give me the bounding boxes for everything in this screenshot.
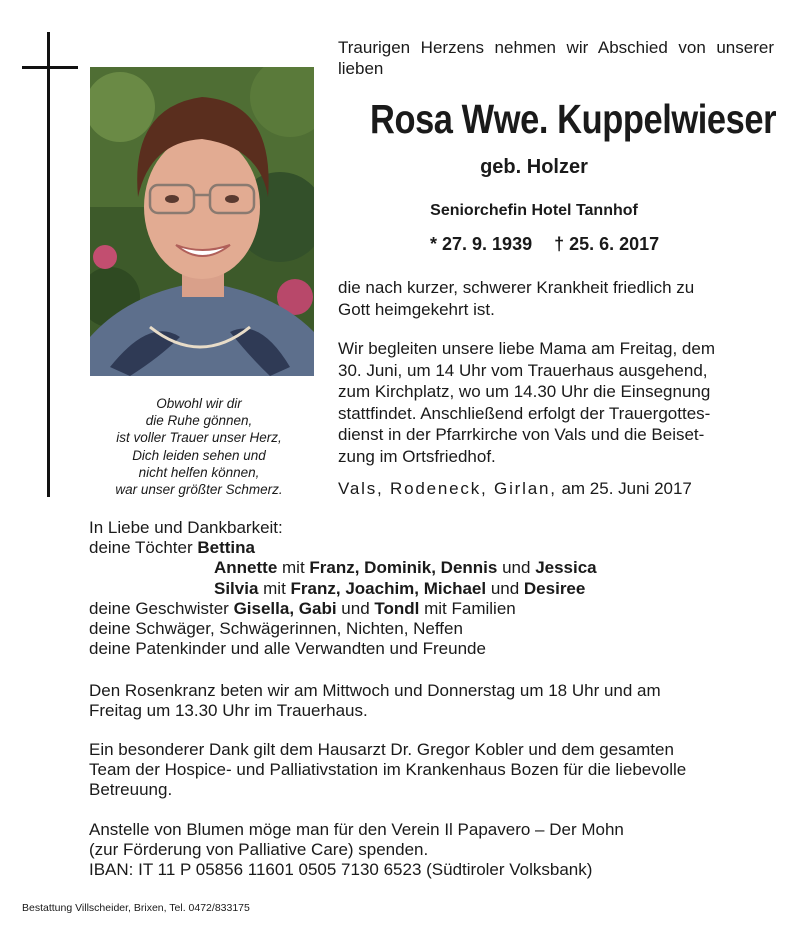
donation-note — [89, 820, 624, 881]
daughter-name: Silvia — [214, 578, 259, 598]
death-date: † 25. 6. 2017 — [554, 234, 660, 254]
deceased-name: Rosa Wwe. Kuppelwieser — [370, 96, 777, 142]
poem-line: ist voller Trauer unser Herz, — [116, 430, 282, 446]
siblings-prefix: deine Geschwister — [89, 598, 234, 618]
intro-text: Traurigen Herzens nehmen wir Abschied von unserer lieben — [338, 38, 774, 78]
birth-date: * 27. 9. 1939 — [430, 234, 533, 254]
daughter-name: Annette — [214, 558, 278, 578]
poem-line: Obwohl wir dir — [156, 396, 242, 411]
text-line: Den Rosenkranz beten wir am Mittwoch und Donnerstag um 18 Uhr und am — [89, 681, 661, 700]
text-line: Ein besonderer Dank gilt dem Hausarzt Dr. Gregor Kobler und dem gesamten — [89, 740, 674, 759]
iban-line: IBAN: IT 11 P 05856 11601 0505 7130 6523 (Südtiroler Volksbank) — [89, 860, 593, 880]
family-name: Jessica — [535, 558, 597, 578]
siblings-suffix: mit Familien — [419, 598, 516, 618]
connector: und — [336, 598, 375, 618]
place-and-date — [338, 479, 692, 499]
rosary-info — [89, 681, 661, 721]
connector: und — [486, 578, 524, 598]
cross-icon-vertical — [47, 32, 50, 497]
memorial-poem — [80, 395, 318, 498]
text-line: Gott heimgekehrt ist. — [338, 299, 495, 319]
sibling-name: Tondl — [374, 598, 420, 618]
siblings-line — [89, 599, 597, 619]
text-line: zung im Ortsfriedhof. — [338, 446, 496, 466]
cross-icon-horizontal — [22, 66, 78, 69]
life-dates — [430, 234, 730, 255]
text-line: Team der Hospice- und Palliativstation im Krankenhaus Bozen für die liebevolle — [89, 760, 687, 780]
text-line: (zur Förderung von Palliative Care) spenden. — [89, 840, 429, 860]
in-laws-line: deine Schwäger, Schwägerinnen, Nichten, Neffen — [89, 618, 463, 638]
text-line: Betreuung. — [89, 780, 173, 800]
text-line: Anstelle von Blumen möge man für den Verein Il Papavero – Der Mohn — [89, 820, 624, 839]
connector: und — [497, 558, 536, 578]
mourners-list — [89, 518, 597, 659]
daughter-family-line — [89, 579, 597, 599]
text-line: dienst in der Pfarrkirche von Vals und die Beiset- — [338, 425, 705, 444]
family-name: Desiree — [523, 578, 586, 598]
funeral-details — [338, 338, 774, 467]
maiden-name: geb. Holzer — [480, 156, 588, 178]
text-line: zum Kirchplatz, wo um 14.30 Uhr die Einsegnung — [338, 382, 711, 401]
place-names: Vals, Rodeneck, Girlan, — [338, 479, 557, 498]
connector: mit — [277, 558, 310, 578]
poem-line: die Ruhe gönnen, — [145, 413, 253, 429]
poem-line: Dich leiden sehen und — [132, 447, 266, 463]
portrait-photo — [90, 67, 314, 376]
godchildren-line: deine Patenkinder und alle Verwandten und Freunde — [89, 639, 486, 659]
family-names: Franz, Dominik, Dennis — [309, 558, 498, 578]
deceased-role: Seniorchefin Hotel Tannhof — [430, 202, 638, 219]
greeting: In Liebe und Dankbarkeit: — [89, 518, 283, 537]
daughter-name: Bettina — [197, 538, 255, 558]
text-line: Wir begleiten unsere liebe Mama am Freitag, dem — [338, 339, 715, 358]
thanks-note — [89, 740, 686, 801]
daughter-family-line — [89, 558, 597, 578]
daughters-line — [89, 538, 597, 558]
text-line: Freitag um 13.30 Uhr im Trauerhaus. — [89, 701, 368, 721]
poem-line: nicht helfen können, — [138, 464, 260, 480]
text-line: die nach kurzer, schwerer Krankheit friedlich zu — [338, 278, 695, 297]
poem-line: war unser größter Schmerz. — [115, 482, 283, 498]
text-line: 30. Juni, um 14 Uhr vom Trauerhaus ausgehend, — [338, 360, 708, 380]
family-names: Franz, Joachim, Michael — [290, 578, 487, 598]
death-note — [338, 277, 774, 320]
daughters-prefix: deine Töchter — [89, 538, 198, 558]
connector: mit — [258, 578, 291, 598]
sibling-names: Gisella, Gabi — [233, 598, 337, 618]
funeral-home-footer: Bestattung Villscheider, Brixen, Tel. 0472/833175 — [22, 902, 250, 914]
text-line: stattfindet. Anschließend erfolgt der Trauergottes- — [338, 403, 711, 423]
notice-date: am 25. Juni 2017 — [561, 479, 692, 498]
